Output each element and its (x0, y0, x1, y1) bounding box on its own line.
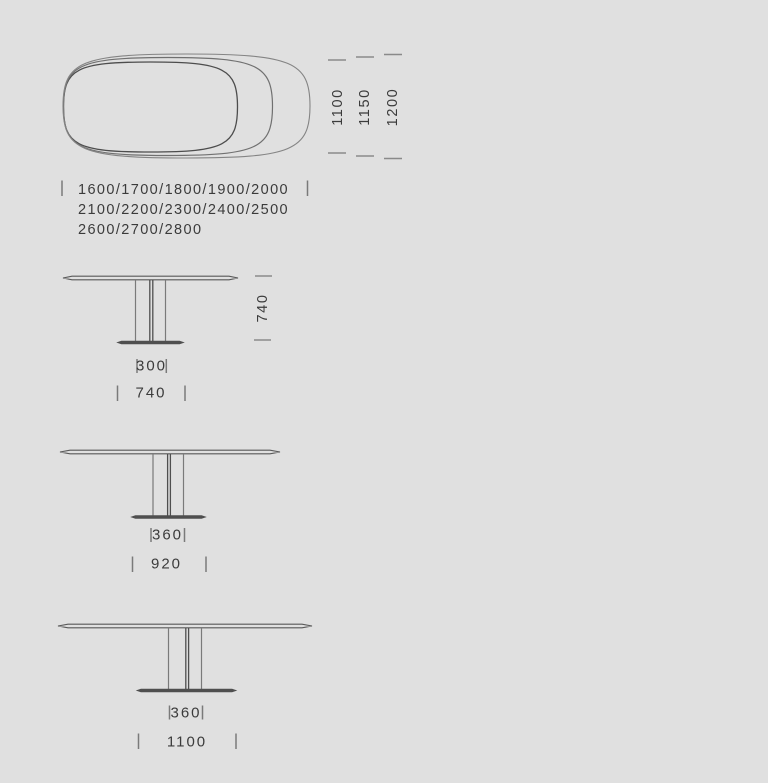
side-view-2 (60, 450, 280, 572)
base-width-label-920: 920 (150, 555, 183, 573)
oval-top-small (64, 62, 238, 152)
base-3 (137, 689, 236, 692)
tabletop-3 (58, 624, 312, 628)
top-view-ovals (63, 54, 310, 158)
tabletop-2 (60, 450, 280, 454)
base-width-label-1100: 1100 (166, 733, 208, 750)
base-1 (118, 341, 184, 344)
oval-top-medium (64, 58, 273, 156)
side-view-1 (63, 276, 272, 401)
length-options-row-1: 1600/1700/1800/1900/2000 (78, 182, 289, 198)
base-width-label-740: 740 (135, 384, 167, 402)
length-options-block (78, 180, 289, 240)
pedestal-width-label-360b: 360 (170, 704, 202, 721)
length-options-row-2: 2100/2200/2300/2400/2500 (78, 202, 289, 218)
pedestal-width-label-300: 300 (135, 357, 168, 375)
width-label-1150: 1150 (356, 87, 373, 126)
pedestal-width-label-360a: 360 (151, 526, 184, 544)
height-label-740: 740 (254, 293, 271, 322)
side-view-3 (58, 624, 312, 749)
base-2 (132, 516, 206, 519)
width-label-1100: 1100 (329, 87, 346, 126)
width-label-1200: 1200 (384, 87, 401, 126)
length-options-row-3: 2600/2700/2800 (78, 222, 203, 238)
tabletop-1 (63, 276, 238, 280)
